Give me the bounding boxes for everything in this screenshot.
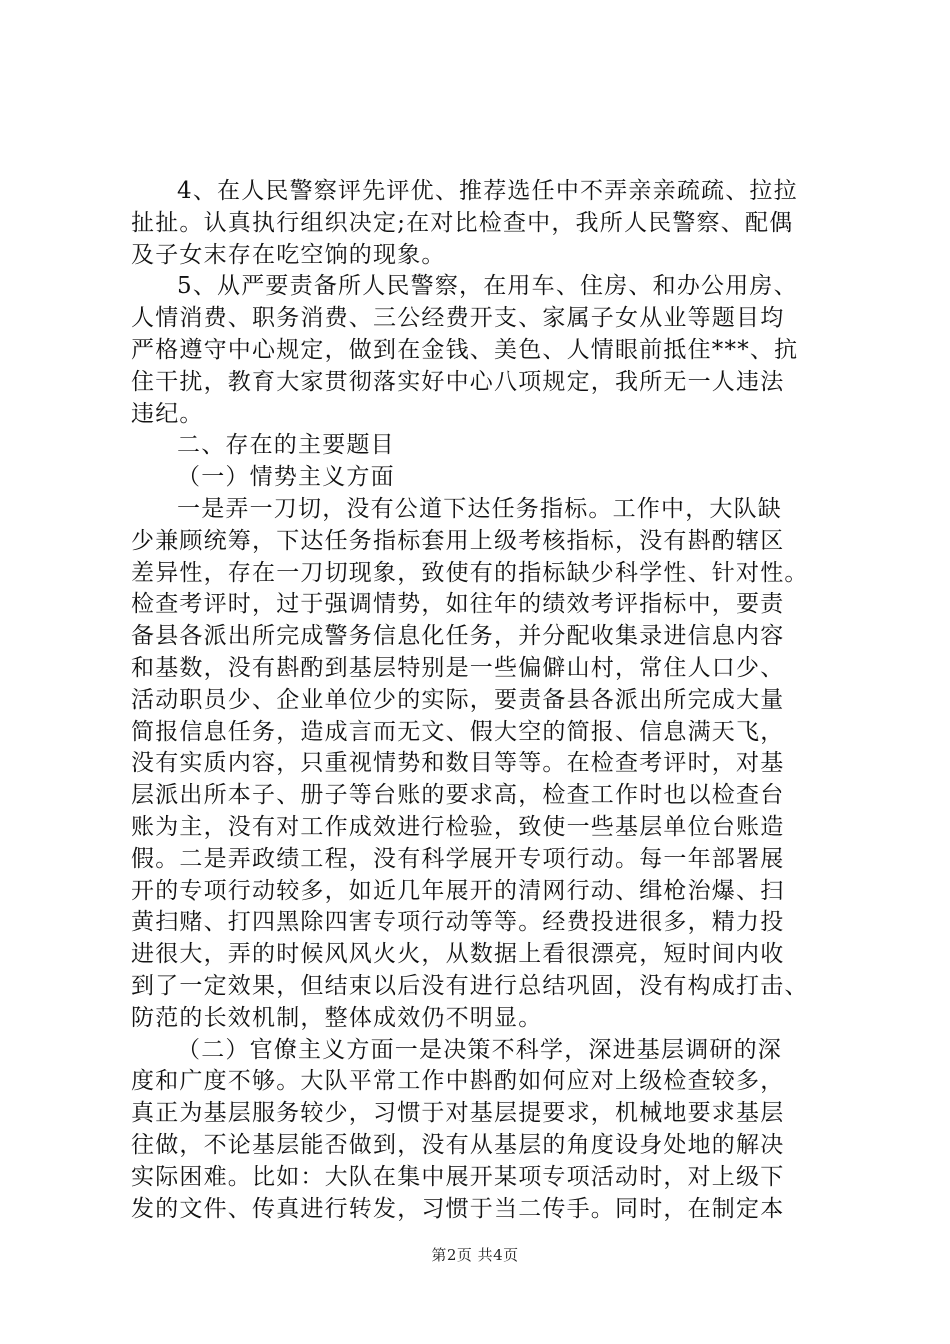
text-line: 实际困难。比如：大队在集中展开某项专项活动时，对上级下 — [131, 1163, 785, 1190]
text-line: 5、从严要责备所人民警察，在用车、住房、和办公用房、 — [177, 273, 798, 300]
text-line: （二）官僚主义方面一是决策不科学，深进基层调研的深 — [177, 1036, 782, 1063]
text-line: 活动职员少、企业单位少的实际，要责备县各派出所完成大量 — [131, 686, 785, 713]
text-line: 开的专项行动较多，如近几年展开的清网行动、缉枪治爆、扫 — [131, 877, 785, 904]
text-line: 简报信息任务，造成言而无文、假大空的简报、信息满天飞， — [131, 718, 785, 745]
text-line: 和基数，没有斟酌到基层特别是一些偏僻山村，常住人口少、 — [131, 654, 785, 681]
text-line: 住干扰，教育大家贯彻落实好中心八项规定，我所无一人违法 — [131, 368, 785, 395]
text-line: 度和广度不够。大队平常工作中斟酌如何应对上级检查较多， — [131, 1068, 785, 1095]
text-line: 违纪。 — [131, 400, 204, 427]
text-line: 检查考评时，过于强调情势，如往年的绩效考评指标中，要责 — [131, 591, 785, 618]
text-line: 进很大，弄的时候风风火火，从数据上看很漂亮，短时间内收 — [131, 941, 785, 968]
text-line: 及子女末存在吃空饷的现象。 — [131, 241, 446, 268]
text-line: （一）情势主义方面 — [177, 464, 395, 491]
text-line: 差异性，存在一刀切现象，致使有的指标缺少科学性、针对性。 — [131, 559, 809, 586]
text-line: 少兼顾统筹，下达任务指标套用上级考核指标，没有斟酌辖区 — [131, 527, 785, 554]
text-line: 到了一定效果，但结束以后没有进行总结巩固，没有构成打击、 — [131, 972, 809, 999]
text-line: 严格遵守中心规定，做到在金钱、美色、人情眼前抵住***、抗 — [131, 336, 799, 363]
page-footer: 第2页 共4页 — [431, 1246, 519, 1264]
text-line: 扯扯。认真执行组织决定;在对比检查中，我所人民警察、配偶 — [131, 209, 794, 236]
text-line: 账为主，没有对工作成效进行检验，致使一些基层单位台账造 — [131, 813, 785, 840]
text-line: 真正为基层服务较少，习惯于对基层提要求，机械地要求基层 — [131, 1100, 785, 1127]
text-line: 防范的长效机制，整体成效仍不明显。 — [131, 1004, 543, 1031]
text-line: 层派出所本子、册子等台账的要求高，检查工作时也以检查台 — [131, 782, 785, 809]
text-line: 人情消费、职务消费、三公经费开支、家属子女从业等题目均 — [131, 305, 785, 332]
text-line: 往做，不论基层能否做到，没有从基层的角度设身处地的解决 — [131, 1131, 785, 1158]
document-body — [131, 176, 831, 1225]
text-line: 一是弄一刀切，没有公道下达任务指标。工作中，大队缺 — [177, 495, 782, 522]
text-line: 黄扫赌、打四黑除四害专项行动等等。经费投进很多，精力投 — [131, 909, 785, 936]
text-line: 没有实质内容，只重视情势和数目等等。在检查考评时，对基 — [131, 750, 785, 777]
text-line: 假。二是弄政绩工程，没有科学展开专项行动。每一年部署展 — [131, 845, 785, 872]
text-line: 4、在人民警察评先评优、推荐选任中不弄亲亲疏疏、拉拉 — [177, 178, 798, 204]
text-line: 发的文件、传真进行转发，习惯于当二传手。同时，在制定本 — [131, 1195, 785, 1222]
text-line: 二、存在的主要题目 — [177, 432, 395, 459]
text-line: 备县各派出所完成警务信息化任务，并分配收集录进信息内容 — [131, 623, 785, 650]
